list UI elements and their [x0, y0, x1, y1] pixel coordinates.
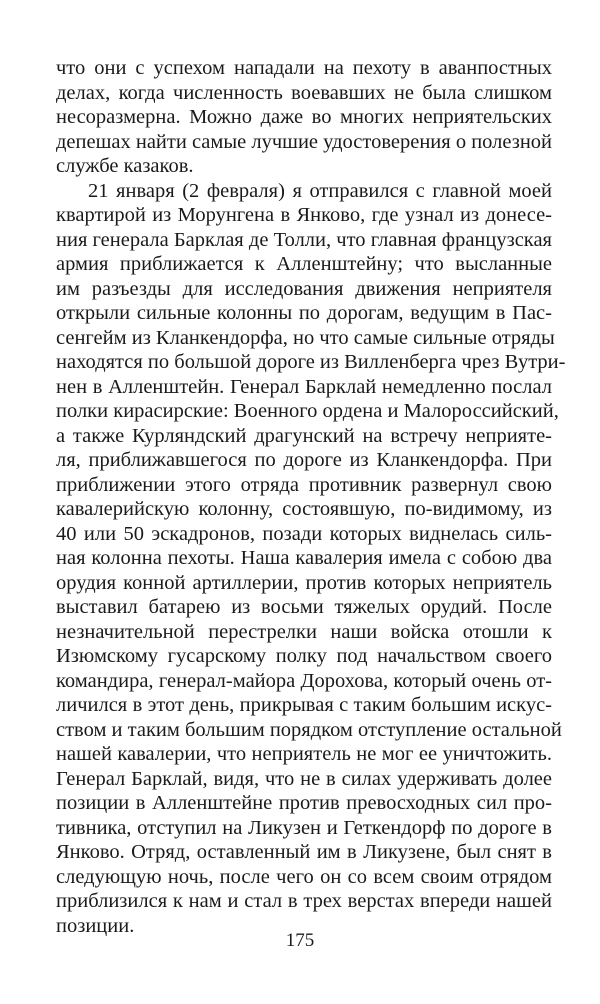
text-line: 21 января (2 февраля) я отправился с главной моей [88, 179, 552, 202]
text-line: незначительной перестрелки наши войска отошли к [56, 620, 552, 643]
text-line: приближении этого отряда противник развернул свою [56, 473, 552, 496]
text-line: 40 или 50 эскадронов, позади которых виднелась силь- [56, 522, 552, 545]
text-line: ля, приближавшегося по дороге из Кланкендорфа. При [56, 449, 552, 471]
text-line: позиции. [56, 914, 135, 937]
text-line: а также Курляндский драгунский на встречу неприяте- [56, 424, 552, 447]
text-line: открыли сильные колонны по дорогам, ведущим в Пас- [56, 302, 552, 324]
text-line: делах, когда численность воевавших не была слишком [56, 81, 552, 104]
text-line: нашей кавалерии, что неприятель не мог ее уничтожить. [56, 743, 552, 765]
text-line: нен в Алленштейн. Генерал Барклай немедленно послал [56, 375, 552, 398]
text-line: Изюмскому гусарскому полку под начальством своего [56, 645, 552, 667]
text-line: ния генерала Барклая де Толли, что главная французская [56, 228, 552, 251]
text-line: сенгейм из Кланкендорфа, но что самые сильные отряды [56, 326, 555, 349]
text-line: ством и таким большим порядком отступление остальной [56, 718, 562, 741]
text-line: полки кирасирские: Военного ордена и Малороссийский, [56, 400, 559, 422]
text-line: следующую ночь, после чего он со всем своим отрядом [56, 865, 552, 888]
text-line: армия приближается к Алленштейну; что высланные [56, 253, 552, 275]
text-line: находятся по большой дороге из Вилленберга чрез Вутри- [56, 351, 566, 373]
text-line: тивника, отступил на Ликузен и Геткендорф по дороге в [56, 816, 552, 839]
text-line: выставил батарею из восьми тяжелых орудий. После [56, 596, 552, 618]
page-number: 175 [285, 930, 315, 951]
text-line: депешах найти самые лучшие удостоверения о полезной [56, 130, 553, 153]
page-body-text [56, 56, 566, 938]
text-line: Янково. Отряд, оставленный им в Ликузене, был снят в [56, 841, 552, 863]
text-line: ная колонна пехоты. Наша кавалерия имела с собою два [56, 547, 552, 569]
text-line: позиции в Алленштейне против превосходных сил про- [56, 792, 552, 814]
text-line: Генерал Барклай, видя, что не в силах удерживать долее [56, 767, 552, 790]
text-line: им разъезды для исследования движения неприятеля [56, 277, 552, 300]
text-line: кавалерийскую колонну, состоявшую, по-видимому, из [56, 498, 552, 520]
text-line: личился в этот день, прикрывая с таким большим искус- [56, 694, 552, 716]
text-line: приблизился к нам и стал в трех верстах впереди нашей [56, 890, 552, 912]
text-line: что они с успехом нападали на пехоту в аванпостных [56, 57, 552, 79]
text-line: несоразмерна. Можно даже во многих неприятельских [56, 106, 552, 128]
text-line: командира, генерал-майора Дорохова, который очень от- [56, 669, 552, 692]
text-line: службе казаков. [56, 155, 194, 177]
text-line: квартирой из Морунгена в Янково, где узнал из донесе- [56, 204, 552, 226]
text-line: орудия конной артиллерии, против которых неприятель [56, 571, 552, 594]
